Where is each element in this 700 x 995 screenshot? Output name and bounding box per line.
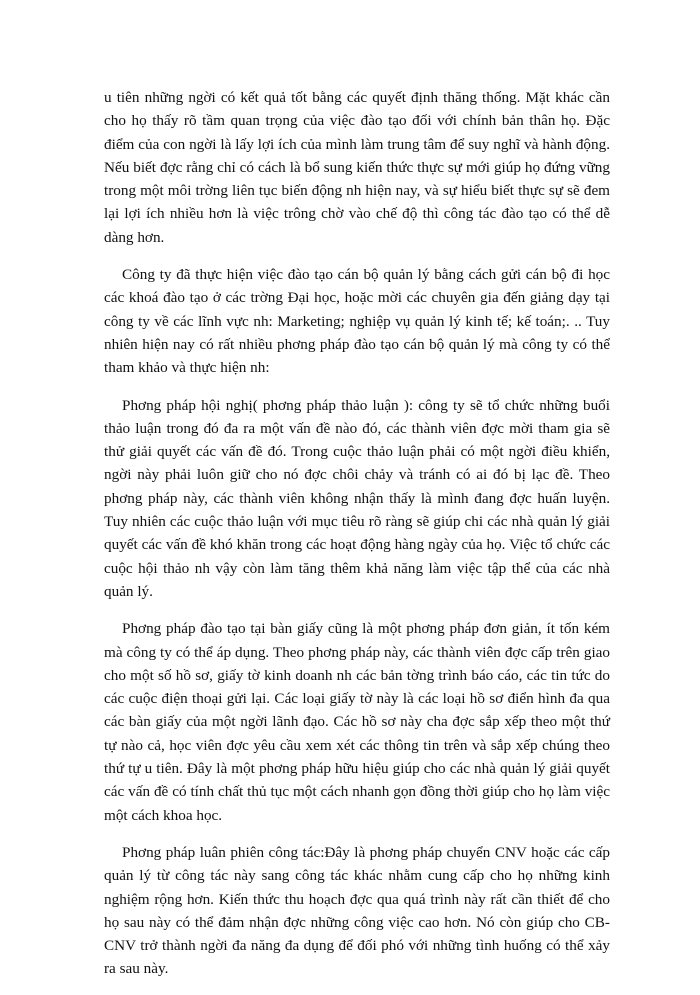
document-page (104, 86, 610, 995)
paragraph-in-basket-method: Phơng pháp đào tạo tại bàn giấy cũng là một phơng pháp đơn giản, ít tốn kém mà công ty có thể áp dụng. Theo phơng pháp này, các thành viên đợc cấp trên giao cho một số hồ sơ, giấy tờ kinh doanh nh các bản tờng trình báo cáo, các tin tức do các cuộc điện thoại gửi lại. Các loại giấy tờ này là các loại hồ sơ điển hình đa qua các bàn giấy của một ngời lãnh đạo. Các hồ sơ này cha đợc sắp xếp theo một thứ tự nào cả, học viên đợc yêu cầu xem xét các thông tin trên và sắp xếp chúng theo thứ tự u tiên. Đây là một phơng pháp hữu hiệu giúp cho các nhà quản lý giải quyết các vấn đề có tính chất thủ tục một cách nhanh gọn đồng thời giúp cho họ làm việc một cách khoa học. (104, 620, 610, 824)
paragraph-conference-method: Phơng pháp hội nghị( phơng pháp thảo luận ): công ty sẽ tổ chức những buổi thảo luận trong đó đa ra một vấn đề nào đó, các thành viên đợc mời tham gia sẽ thử giải quyết các vấn đề đó. Trong cuộc thảo luận phải có một ngời điều khiển, ngời này phải luôn giữ cho nó đợc chôi chảy và tránh có ai đó bị lạc đề. Theo phơng pháp này, các thành viên không nhận thấy là mình đang đợc huấn luyện. Tuy nhiên các cuộc thảo luận với mục tiêu rõ ràng sẽ giúp chi các nhà quản lý giải quyết các vấn đề khó khăn trong các hoạt động hàng ngày của họ. Việc tổ chức các cuộc hội thảo nh vậy còn làm tăng thêm khả năng làm việc tập thể của các nhà quản lý. (104, 396, 610, 600)
paragraph-training-motivation: u tiên những ngời có kết quả tốt bằng các quyết định thăng thống. Mặt khác cần cho họ thấy rõ tầm quan trọng của việc đào tạo đối với chính bản thân họ. Đặc điểm của con ngời là lấy lợi ích của mình làm trung tâm để suy nghĩ và hành động. Nếu biết đợc rằng chỉ có cách là bổ sung kiến thức thực sự mới giúp họ đứng vững trong một môi trờng liên tục biến động nh hiện nay, và sự hiểu biết thực sự sẽ đem lại lợi ích nhiều hơn là việc trông chờ vào chế độ thì công tác đào tạo có thể dễ dàng hơn. (104, 89, 610, 246)
paragraph-company-training: Công ty đã thực hiện việc đào tạo cán bộ quản lý bằng cách gửi cán bộ đi học các khoá đào tạo ở các trờng Đại học, hoặc mời các chuyên gia đến giảng dạy tại công ty về các lĩnh vực nh: Marketing; nghiệp vụ quản lý kinh tế; kế toán;. .. Tuy nhiên hiện nay có rất nhiều phơng pháp đào tạo cán bộ quản lý mà công ty có thể tham khảo và thực hiện nh: (104, 266, 610, 377)
paragraph-job-rotation-method: Phơng pháp luân phiên công tác:Đây là phơng pháp chuyển CNV hoặc các cấp quản lý từ công tác này sang công tác khác nhằm cung cấp cho họ những kinh nghiệm rộng hơn. Kiến thức thu hoạch đợc qua quá trình này rất cần thiết để cho họ sau này có thể đảm nhận đợc những công việc cao hơn. Nó còn giúp cho CB- CNV trở thành ngời đa năng đa dụng để đối phó với những tình huống có thể xảy ra sau này. (104, 843, 610, 978)
